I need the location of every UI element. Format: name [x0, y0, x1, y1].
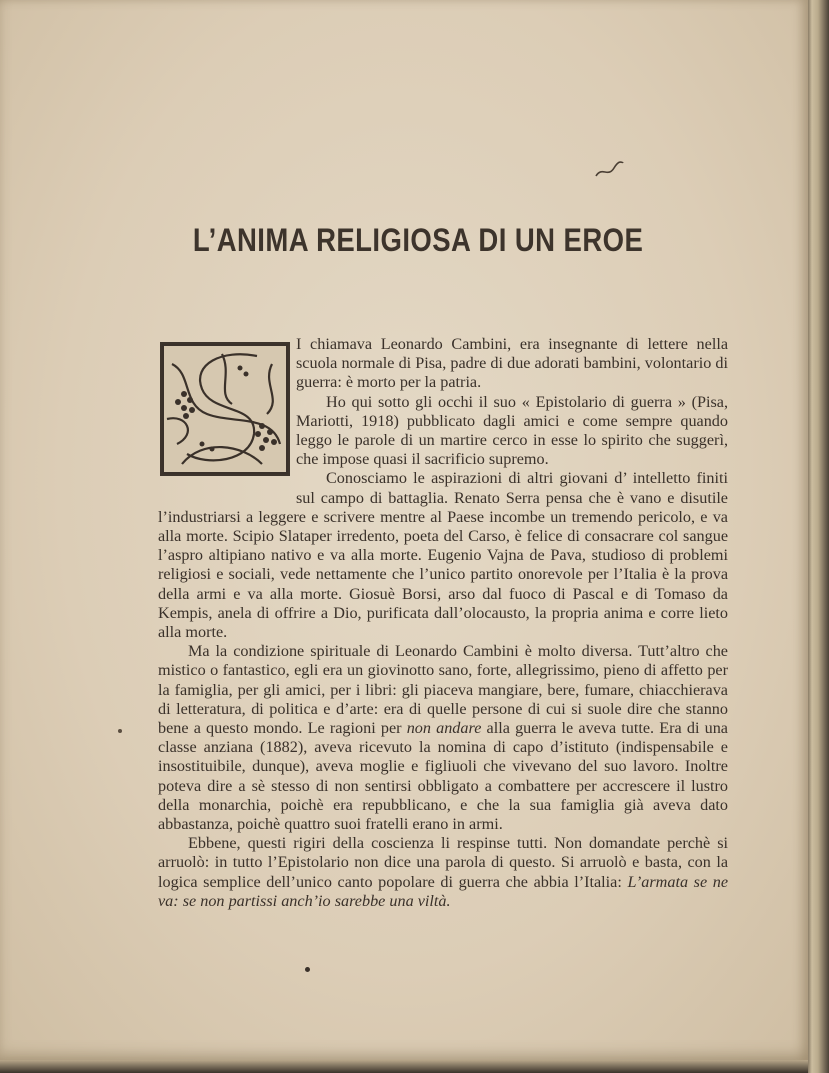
- paragraph-4-italic: non andare: [406, 719, 482, 738]
- paragraph-5-text: Ebbene, questi rigiri della coscienza li respinse tutti. Non domandate perchè si arruolò: in tutto l’Epistolario non dice una parola di questo. Si arruolò e basta, con la logica semplice dell’unico canto popolare di guerra che abbia l’Italia:: [158, 834, 728, 891]
- article-title: L’ANIMA RELIGIOSA DI UN EROE: [192, 222, 644, 258]
- paragraph-4-text-b: alla guerra le aveva tutte. Era di una classe anziana (1882), aveva ricevuto la nomina di capo d’istituto (indispensabile e insostituibile, dunque), aveva moglie e figliuoli che vivevano del suo lavoro. Inoltre poteva dire a sè stesso di non sentirsi obbligato a combattere per accrescere il lustro della monarchia, poichè era repubblicano, e che la sua famiglia già aveva dato abbastanza, poichè quattro suoi fratelli erano in armi.: [158, 719, 728, 834]
- paragraph-2: Ho qui sotto gli occhi il suo « Epistolario di guerra » (Pisa, Mariotti, 1918) pubblicato dagli amici e come sempre quando leggo le parole di un martire cerco in esse lo spirito che suggerì, che impose quasi il sacrificio supremo.: [296, 392, 728, 469]
- paper-speck: [118, 729, 122, 733]
- initial-spacer: [158, 335, 296, 489]
- page-bottom-edge: [0, 1060, 808, 1073]
- paragraph-4: [158, 642, 728, 834]
- paragraph-1: I chiamava Leonardo Cambini, era insegnante di lettere nella scuola normale di Pisa, padre di due adorati bambini, volontario di guerra: è morto per la patria.: [296, 335, 728, 392]
- paragraph-4-text-a: Ma la condizione spirituale di Leonardo Cambini è molto diversa. Tutt’altro che mistico o fantastico, egli era un giovinotto sano, forte, allegrissimo, pieno di affetto per la famiglia, per gli amici, per i libri: gli piaceva mangiare, bere, fumare, chiacchierava di letteratura, di politica e d’arte: era di quelle persone di cui si suole dire che stanno bene a questo mondo. Le ragioni per: [158, 642, 728, 738]
- paper-dot: [305, 967, 310, 972]
- next-page-edge: [808, 0, 829, 1073]
- paragraph-3: Conosciamo le aspirazioni di altri giovani d’ intelletto finiti sul campo di battaglia. Renato Serra pensa che è vano e disutile l’industriarsi a leggere e scrivere mentre al Paese incombe un tremendo pericolo, e va alla morte. Scipio Slataper irredento, poeta del Carso, è felice di consacrare col sangue l’aspro altipiano nativo e va alla morte. Eugenio Vajna de Pava, studioso di problemi religiosi e sociali, vede nettamente che l’unico partito onorevole per l’Italia è la prova della armi e va alla morte. Giosuè Borsi, arso dal fuoco di Pascal e di Tomaso da Kempis, anela di offrire a Dio, purificata dall’olocausto, la propria anima e corre lieto alla morte.: [158, 469, 728, 642]
- article-body: [158, 335, 728, 911]
- song-quote: L’armata se ne va: se non partissi anch’io sarebbe una viltà.: [158, 872, 729, 910]
- paragraph-5: [158, 834, 728, 911]
- ink-mark: [594, 160, 624, 180]
